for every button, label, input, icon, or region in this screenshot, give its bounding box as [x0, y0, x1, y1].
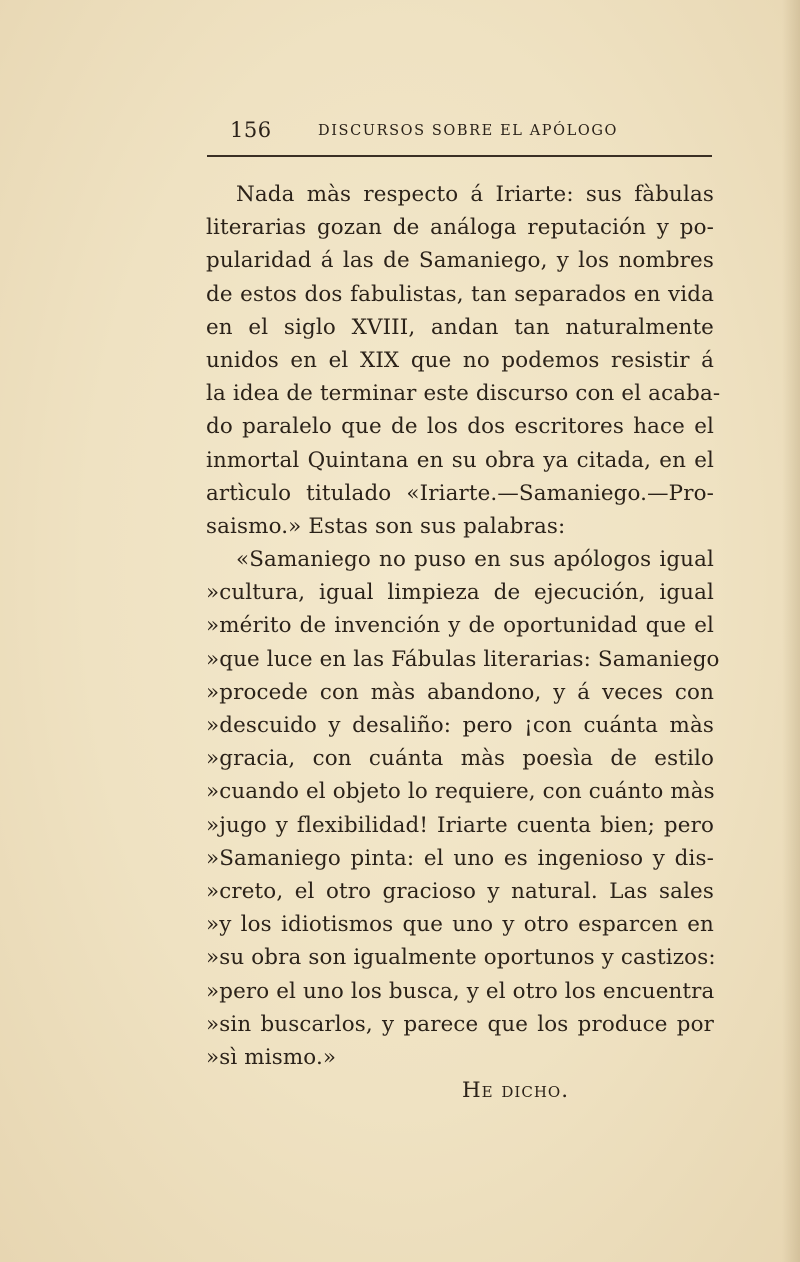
text-line: artìculo titulado «Iriarte.—Samaniego.—Pro- — [206, 480, 714, 506]
quote-line: »Samaniego pinta: el uno es ingenioso y dis- — [206, 845, 714, 871]
header-rule — [207, 155, 712, 157]
quote-line: »jugo y flexibilidad! Iriarte cuenta bien; pero — [206, 812, 714, 838]
quote-line: »que luce en las Fábulas literarias: Samaniego — [206, 646, 720, 672]
text-line: en el siglo XVIII, andan tan naturalmente — [206, 314, 714, 340]
quote-line: »pero el uno los busca, y el otro los encuentra — [206, 978, 715, 1004]
closing-signoff: He dicho. — [462, 1078, 570, 1104]
quote-line: »gracia, con cuánta màs poesìa de estilo — [206, 746, 714, 772]
running-head — [207, 118, 712, 150]
quote-line: »sin buscarlos, y parece que los produce por — [206, 1011, 714, 1037]
quote-line: »creto, el otro gracioso y natural. Las sales — [206, 878, 714, 904]
text-line: Nada màs respecto á Iriarte: sus fàbulas — [236, 182, 714, 207]
running-title: DISCURSOS SOBRE EL APÓLOGO — [318, 123, 618, 139]
body-text — [206, 178, 721, 1107]
text-line: saismo.» Estas son sus palabras: — [206, 513, 566, 539]
quote-line: »descuido y desaliño: pero ¡con cuánta màs — [206, 713, 714, 738]
text-line: do paralelo que de los dos escritores hace el — [206, 414, 714, 440]
text-line: pularidad á las de Samaniego, y los nombres — [206, 248, 714, 274]
quote-line: »cultura, igual limpieza de ejecución, igual — [206, 580, 714, 606]
quote-line: »cuando el objeto lo requiere, con cuánto màs — [206, 779, 715, 805]
page-number: 156 — [230, 118, 272, 142]
quote-line: »mérito de invención y de oportunidad que el — [206, 613, 714, 639]
text-line: la idea de terminar este discurso con el acaba- — [206, 381, 721, 407]
text-line: literarias gozan de análoga reputación y po- — [206, 215, 714, 241]
text-line: de estos dos fabulistas, tan separados en vida — [206, 281, 714, 307]
quote-line: »su obra son igualmente oportunos y castizos: — [206, 945, 716, 971]
text-line: unidos en el XIX que no podemos resistir á — [206, 347, 714, 373]
quote-line: «Samaniego no puso en sus apólogos igual — [236, 547, 714, 573]
text-line: inmortal Quintana en su obra ya citada, en el — [206, 447, 714, 473]
page-edge-shadow — [782, 0, 800, 1262]
quote-line: »sì mismo.» — [206, 1044, 337, 1070]
quote-line: »y los idiotismos que uno y otro esparcen en — [206, 912, 714, 938]
quote-line: »procede con màs abandono, y á veces con — [206, 679, 714, 705]
